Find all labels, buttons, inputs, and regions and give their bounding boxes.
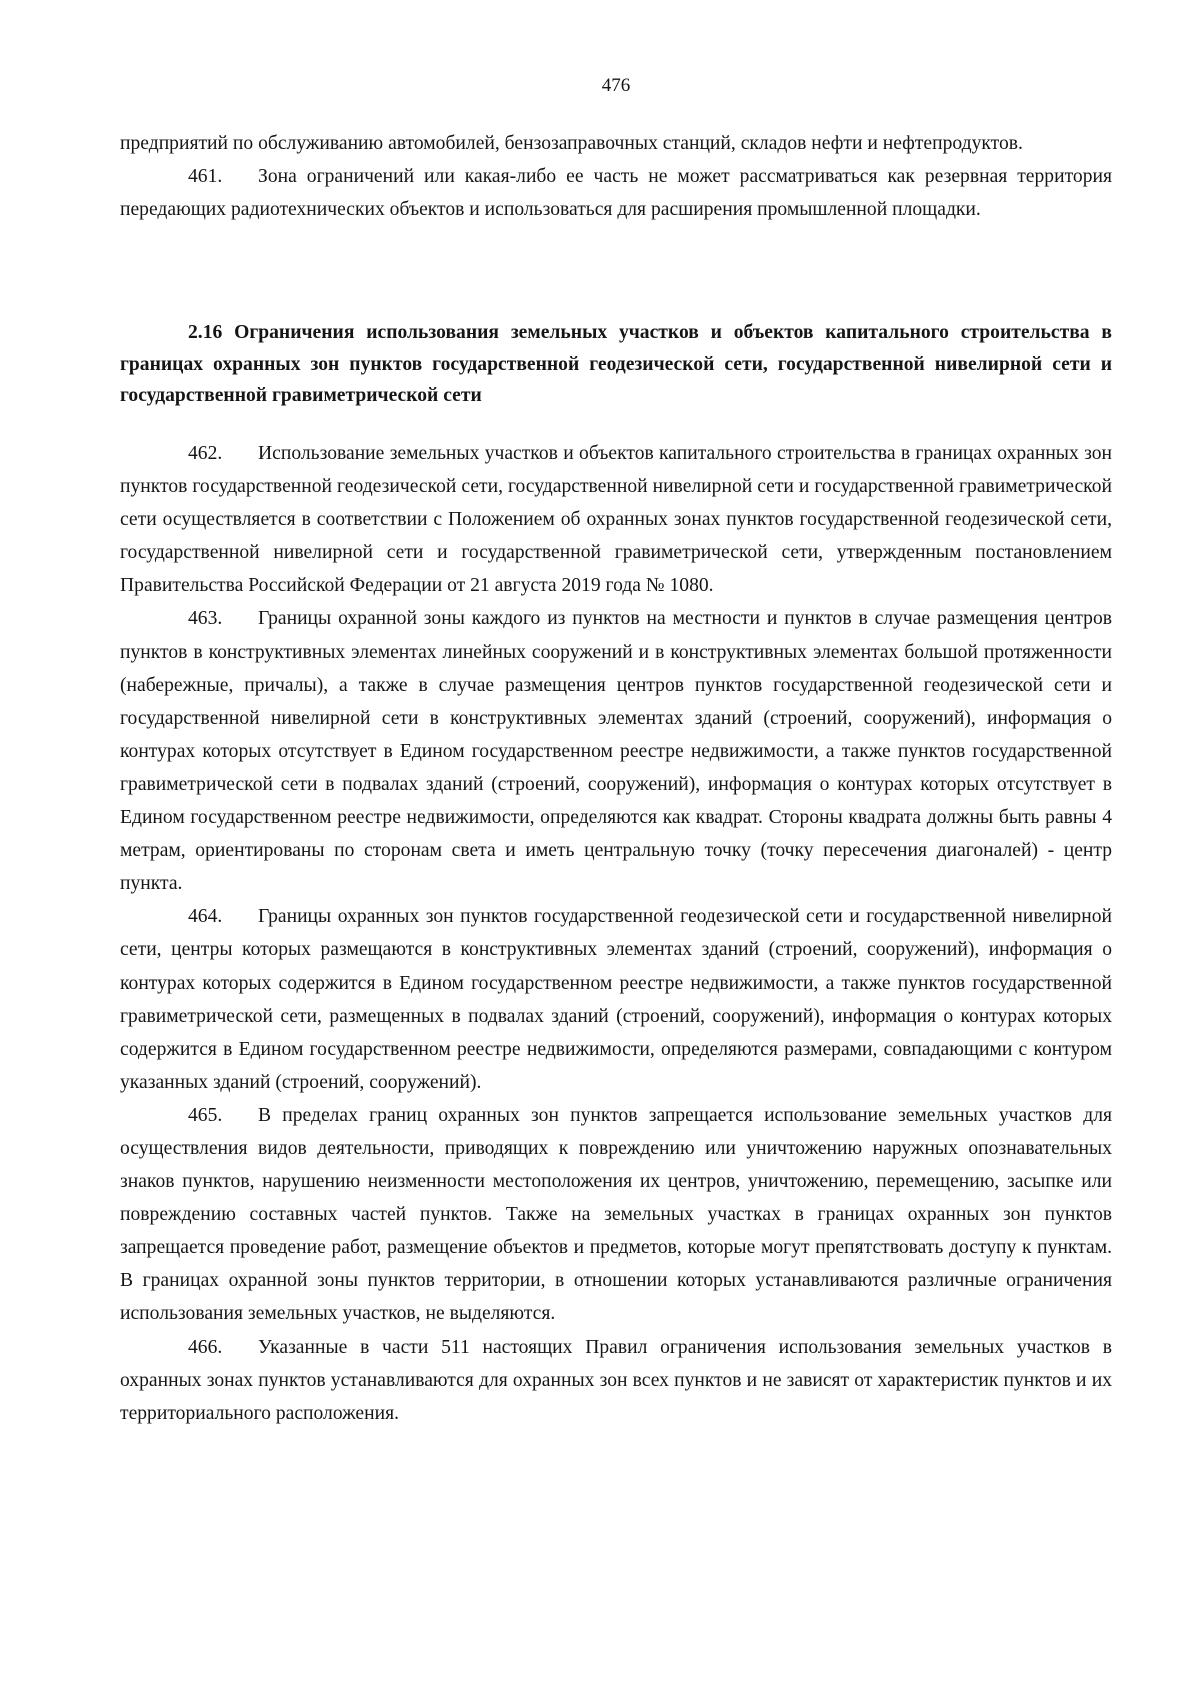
- paragraph-text: Границы охранной зоны каждого из пунктов на местности и пунктов в случае размещения центров пунктов в конструктивных элементах линейных сооружений и в конструктивных элементах большой протяженности (набережные, причалы), а также в случае размещения центров пунктов государственной геодезической сети и государственной нивелирной сети в конструктивных элементах зданий (строений, сооружений), информация о контурах которых отсутствует в Едином государственном реестре недвижимости, а также пунктов государственной гравиметрической сети в подвалах зданий (строений, сооружений), информация о контурах которых отсутствует в Едином государственном реестре недвижимости, определяются как квадрат. Стороны квадрата должны быть равны 4 метрам, ориентированы по сторонам света и иметь центральную точку (точку пересечения диагоналей) - центр пункта.: [120, 608, 1112, 895]
- paragraph-466: [120, 1331, 1112, 1430]
- section-heading: 2.16 Ограничения использования земельных участков и объектов капитального строительства в границах охранных зон пунктов государственной геодезической сети, государственной нивелирной сети и государственной гравиметрической сети: [120, 322, 1112, 406]
- paragraph-463: [120, 602, 1112, 900]
- paragraph-number: 466.: [188, 1336, 223, 1358]
- paragraph-text: Границы охранных зон пунктов государственной геодезической сети и государственной нивелирной сети, центры которых размещаются в конструктивных элементах зданий (строений, сооружений), информация о контурах которых содержится в Едином государственном реестре недвижимости, а также пунктов государственной гравиметрической сети, размещенных в подвалах зданий (строений, сооружений), информация о контурах которых содержится в Едином государственном реестре недвижимости, определяются размерами, совпадающими с контуром указанных зданий (строений, сооружений).: [120, 906, 1112, 1093]
- paragraph-continuation: предприятий по обслуживанию автомобилей, бензозаправочных станций, складов нефти и нефтепродуктов.: [120, 133, 1023, 154]
- paragraph-number: 465.: [188, 1104, 223, 1126]
- page-number: 476: [601, 75, 631, 96]
- paragraph-text: Указанные в части 511 настоящих Правил ограничения использования земельных участков в охранных зонах пунктов устанавливаются для охранных зон всех пунктов и не зависят от характеристик пунктов и их территориального расположения.: [120, 1336, 1112, 1424]
- paragraph-number: 464.: [188, 906, 223, 928]
- paragraph-462: [120, 437, 1112, 602]
- paragraph-464: [120, 900, 1112, 1099]
- paragraph-461: [120, 160, 1112, 226]
- paragraph-text: Использование земельных участков и объектов капитального строительства в границах охранных зон пунктов государственной геодезической сети, государственной нивелирной сети и государственной гравиметрической сети осуществляется в соответствии с Положением об охранных зонах пунктов государственной геодезической сети, государственной нивелирной сети и государственной гравиметрической сети, утвержденным постановлением Правительства Российской Федерации от 21 августа 2019 года № 1080.: [120, 443, 1112, 597]
- text-block-top: [120, 127, 1112, 226]
- text-block-main: [120, 437, 1112, 1430]
- paragraph-465: [120, 1099, 1112, 1331]
- paragraph-text: Зона ограничений или какая-либо ее часть не может рассматриваться как резервная территория передающих радиотехнических объектов и использоваться для расширения промышленной площадки.: [120, 166, 1112, 221]
- paragraph-number: 463.: [188, 608, 223, 630]
- paragraph-number: 461.: [188, 166, 223, 188]
- paragraph-number: 462.: [188, 443, 223, 464]
- paragraph-text: В пределах границ охранных зон пунктов запрещается использование земельных участков для осуществления видов деятельности, приводящих к повреждению или уничтожению наружных опознавательных знаков пунктов, нарушению неизменности местоположения их центров, уничтожению, перемещению, засыпке или повреждению составных частей пунктов. Также на земельных участках в границах охранных зон пунктов запрещается проведение работ, размещение объектов и предметов, которые могут препятствовать доступу к пунктам. В границах охранной зоны пунктов территории, в отношении которых устанавливаются различные ограничения использования земельных участков, не выделяются.: [120, 1104, 1112, 1325]
